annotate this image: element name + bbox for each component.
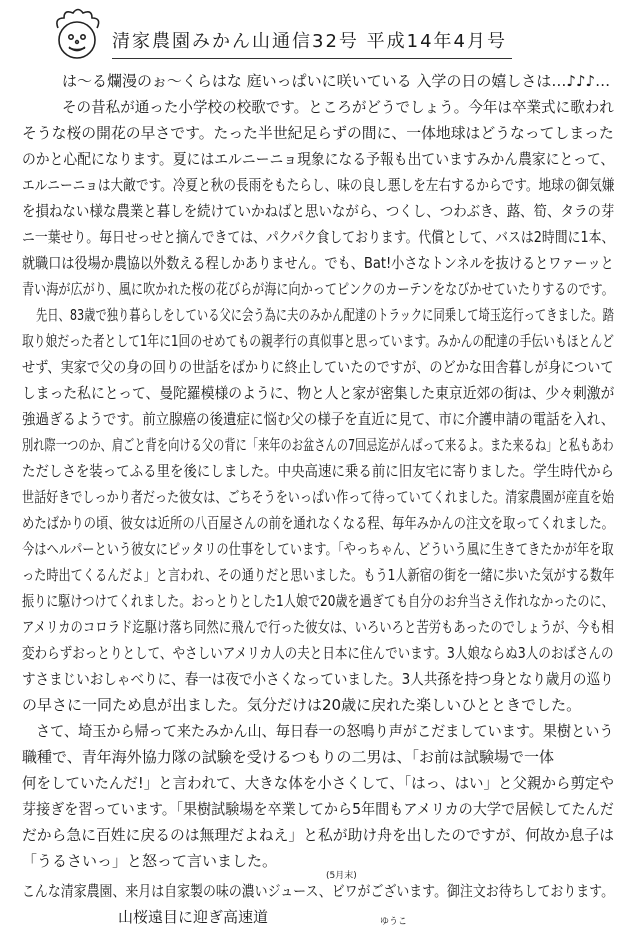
body-line: だから急に百姓に戻るのは無理だよねえ」と私が助け舟を出したのですが、何故か息子は bbox=[22, 826, 614, 844]
smiley-face-logo bbox=[48, 6, 106, 64]
body-line: を損ねない様な農業と暮しを続けていかねばと思いながら、つくし、つわぶき、蕗、筍、タラの芽 bbox=[22, 202, 614, 220]
body-line: 振りに駆けつけてくれました。おっとりとした1人娘で20歳を過ぎても自分のお弁当さえ作れなかったのに、 bbox=[22, 592, 614, 610]
body-line: 強過ぎるようです。前立腺癌の後遺症に悩む父の様子を直近に見て、市に介護申請の電話を入れ、 bbox=[22, 410, 614, 428]
body-line: めたばかりの頃、彼女は近所の八百屋さんの前を通れなくなる程、毎年みかんの注文を取ってくれました。 bbox=[22, 514, 614, 532]
body-line: のかと心配になります。夏にはエルニーニョ現象になる予報も出ていますみかん農家にとって、 bbox=[22, 150, 614, 168]
body-line: エルニーニョは大敵です。冷夏と秋の長雨をもたらし、味の良し悪しを左右するからです。地球の御気嫌 bbox=[22, 176, 614, 194]
body-line: 変わらずおっとりとして、やさしいアメリカ人の夫と日本に住んでいます。3人娘ならぬ3人のおばさんの bbox=[22, 644, 614, 662]
body-line: ニ一葉せり。毎日せっせと摘んできては、パクパク食しております。代償として、バスは2時間に1本、 bbox=[22, 228, 614, 246]
title-underline bbox=[112, 58, 512, 59]
body-line: しまった私にとって、曼陀羅模様のように、物と人と家が密集した東京近郊の街は、少々刺激が bbox=[22, 384, 614, 402]
body-line: その昔私が通った小学校の校歌です。ところがどうでしょう。今年は卒業式に歌われ bbox=[62, 98, 614, 116]
body-line: さて、埼玉から帰って来たみかん山、毎日春一の怒鳴り声がこだましています。果樹という bbox=[36, 722, 614, 740]
body-line: アメリカのコロラド迄駆け落ち同然に飛んで行った彼女は、いろいろと苦労もあったのでしょうが、今も相 bbox=[22, 618, 614, 636]
signature: ゆうこ bbox=[380, 917, 408, 927]
body-line: 青い海が広がり、風に吹かれた桜の花びらが海に向かってピンクのカーテンをなびかせていたりするのです。 bbox=[22, 280, 614, 298]
body-line: こんな清家農園、来月は自家製の味の濃いジュース、ビワがございます。御注文お待ちしております。 bbox=[22, 882, 614, 900]
body-line: そうな桜の開花の早さです。たった半世紀足らずの間に、一体地球はどうなってしまった bbox=[22, 124, 614, 142]
body-line: 「うるさいっ」と怒って言いました。 bbox=[22, 852, 278, 870]
body-line: 別れ際一つのか、肩ごと背を向ける父の背に「来年のお盆さんの7回忌迄がんばって来るよ。また来るね」と私もあわ bbox=[22, 436, 614, 454]
body-line: 世話好きでしっかり者だった彼女は、ごちそうをいっぱい作って待っていてくれました。清家農園が産直を始 bbox=[22, 488, 614, 506]
newsletter-body bbox=[22, 68, 614, 928]
closing-haiku: 山桜遠目に迎ぎ高速道 bbox=[118, 908, 269, 926]
body-line: 芽接ぎを習っています。「果樹試験場を卒業してから5年間もアメリカの大学で居候してたんだ bbox=[22, 800, 614, 818]
body-line: 何をしていたんだ!」と言われて、大きな体を小さくして、「はっ、はい」と父親から剪定や bbox=[22, 774, 614, 792]
body-line: 就職口は役場か農協以外数える程しかありません。でも、Bat!小さなトンネルを抜けるとワァーッと bbox=[22, 254, 614, 272]
body-line: った時出てくるんだよ」と言われ、その通りだと思いました。もう1人新宿の街を一緒に歩いた気がする数年 bbox=[22, 566, 614, 584]
body-line: 先日、83歳で独り暮らしをしている父に会う為に夫のみかん配達のトラックに同乗して埼玉迄行ってきました。踏 bbox=[36, 306, 614, 324]
body-line: せず、実家で父の身の回りの世話をばかりに終止していたのですが、のどかな田舎暮しが身について bbox=[22, 358, 614, 376]
body-line: ただしさを装ってふる里を後にしました。中央高速に乗る前に旧友宅に寄りました。学生時代から bbox=[22, 462, 614, 480]
newsletter-title: 清家農園みかん山通信32号 平成14年4月号 bbox=[112, 31, 507, 52]
body-line: の早さに一同ため息が出ました。気分だけは20歳に戻れた楽しいひとときでした。 bbox=[22, 696, 582, 714]
body-line: すさまじいおしゃべりに、春一は夜で小さくなっていました。3人共孫を持つ身となり歳月の巡り bbox=[22, 670, 614, 688]
annotation-date: (5月末) bbox=[326, 871, 357, 881]
body-line: 取り娘だった者として1年に1回のせめてもの親孝行の真似事と思っています。みかんの配達の手伝いもほとんど bbox=[22, 332, 614, 350]
body-line: 職種で、青年海外協力隊の試験を受けるつもりの二男は、「お前は試験場で一体 bbox=[22, 748, 555, 766]
body-line: 今はヘルパーという彼女にピッタリの仕事をしています。「やっちゃん、どういう風に生きてきたかが年を取 bbox=[22, 540, 614, 558]
body-line: は～る爛漫のぉ～くらはな 庭いっぱいに咲いている 入学の日の嬉しさは…♪♪♪… bbox=[62, 72, 611, 90]
